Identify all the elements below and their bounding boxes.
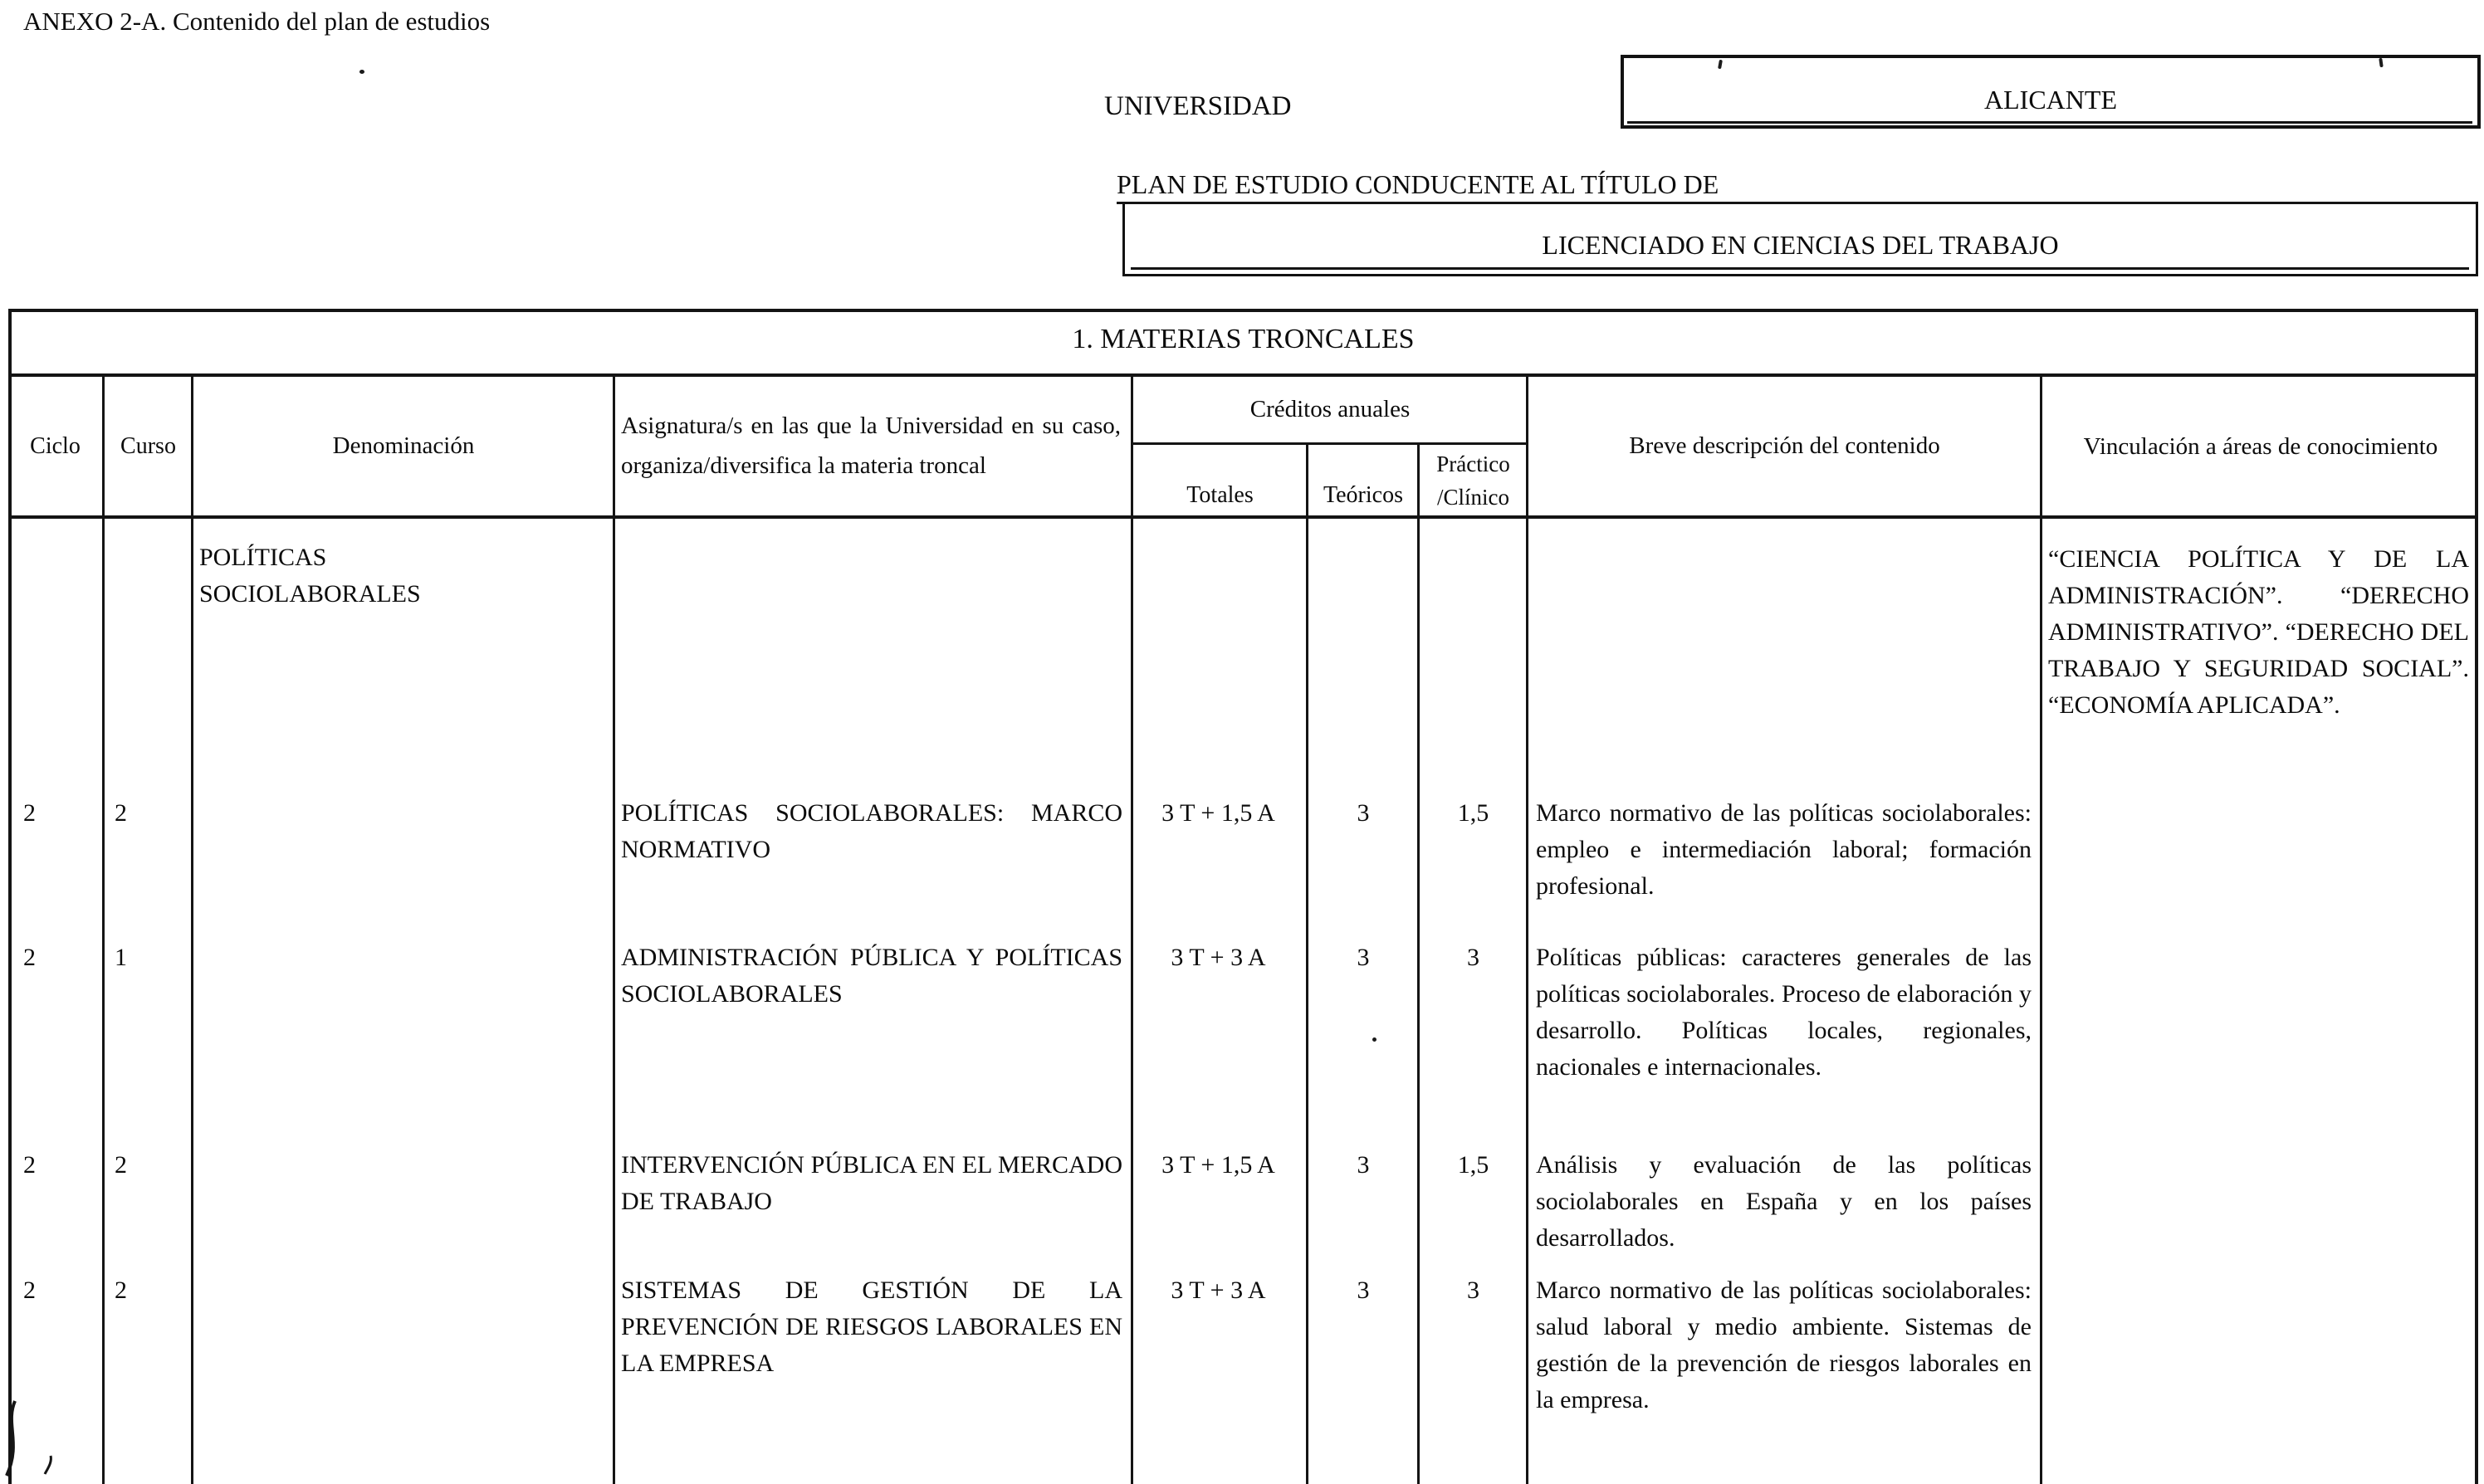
- materia-vinculacion: “CIENCIA POLÍTICA Y DE LA ADMINISTRACIÓN”. “DERECHO ADMINISTRATIVO”. “DERECHO DEL TRABAJO Y SEGURIDAD SOCIAL”. “ECONOMÍA APLICADA”.: [2048, 545, 2469, 719]
- table-column-line: [102, 373, 105, 1484]
- credits-subheader-divider: [1131, 442, 1526, 445]
- row-ciclo: 2: [23, 1277, 36, 1304]
- table-column-line: [1306, 442, 1308, 1484]
- header-ciclo: Ciclo: [30, 432, 81, 459]
- row-creditos-practico: 1,5: [1457, 1151, 1489, 1179]
- row-descripcion: Marco normativo de las políticas sociolaborales: salud laboral y medio ambiente. Sistemas de gestión de la prevención de riesgos laborales en la empresa.: [1536, 1277, 2032, 1413]
- row-creditos-practico: 1,5: [1457, 799, 1489, 827]
- row-ciclo: 2: [23, 1151, 36, 1179]
- row-curso: 2: [115, 799, 127, 827]
- annex-title: ANEXO 2-A. Contenido del plan de estudios: [23, 7, 491, 36]
- degree-value-box: [1122, 204, 2478, 276]
- materia-denominacion: POLÍTICAS SOCIOLABORALES: [199, 544, 421, 608]
- header-totales: Totales: [1186, 482, 1254, 508]
- university-value: ALICANTE: [1984, 85, 2117, 115]
- row-asignatura: SISTEMAS DE GESTIÓN DE LA PREVENCIÓN DE RIESGOS LABORALES EN LA EMPRESA: [621, 1277, 1122, 1377]
- row-creditos-totales: 3 T + 3 A: [1171, 1277, 1266, 1304]
- row-curso: 2: [115, 1151, 127, 1179]
- header-teoricos: Teóricos: [1323, 482, 1403, 508]
- header-denominacion: Denominación: [332, 432, 475, 459]
- table-column-line: [2040, 373, 2042, 1484]
- row-asignatura: POLÍTICAS SOCIOLABORALES: MARCO NORMATIVO: [621, 799, 1122, 863]
- table-column-line: [1131, 373, 1133, 1484]
- university-underline: [1627, 121, 2472, 124]
- row-ciclo: 2: [23, 944, 36, 971]
- table-column-line: [1417, 442, 1420, 1484]
- row-curso: 2: [115, 1277, 127, 1304]
- row-creditos-totales: 3 T + 1,5 A: [1161, 1151, 1275, 1179]
- table-border-top: [8, 309, 2478, 312]
- degree-value: LICENCIADO EN CIENCIAS DEL TRABAJO: [1542, 230, 2059, 260]
- table-header-divider: [8, 515, 2478, 519]
- university-label: UNIVERSIDAD: [1104, 91, 1292, 121]
- header-vinculacion: Vinculación a áreas de conocimiento: [2083, 432, 2438, 460]
- row-creditos-totales: 3 T + 1,5 A: [1161, 799, 1275, 827]
- row-descripcion: Análisis y evaluación de las políticas sociolaborales en España y en los países desarrollados.: [1536, 1151, 2032, 1252]
- row-creditos-teoricos: 3: [1357, 1277, 1370, 1304]
- header-practico-line2: /Clínico: [1437, 485, 1509, 510]
- row-ciclo: 2: [23, 799, 36, 827]
- header-curso: Curso: [120, 432, 176, 459]
- row-curso: 1: [115, 944, 127, 971]
- scan-artifact-dot: [1372, 1037, 1376, 1042]
- header-asignatura: Asignatura/s en las que la Universidad en su caso, organiza/diversifica la materia troncal: [621, 412, 1121, 479]
- scan-artifact-dot: [359, 70, 364, 74]
- table-column-line: [191, 373, 193, 1484]
- row-creditos-teoricos: 3: [1357, 799, 1370, 827]
- scan-artifact-squiggle: [2, 1399, 23, 1479]
- university-value-box: [1621, 55, 2481, 129]
- header-practico-line1: Práctico: [1436, 452, 1510, 476]
- plan-title-label: PLAN DE ESTUDIO CONDUCENTE AL TÍTULO DE: [1117, 169, 1719, 199]
- row-asignatura: INTERVENCIÓN PÚBLICA EN EL MERCADO DE TRABAJO: [621, 1151, 1122, 1215]
- degree-underline: [1131, 267, 2469, 270]
- row-descripcion: Políticas públicas: caracteres generales de las políticas sociolaborales. Proceso de elaboración y desarrollo. Políticas locales, regionales, nacionales e internacionales.: [1536, 944, 2032, 1081]
- row-creditos-teoricos: 3: [1357, 944, 1370, 971]
- row-asignatura: ADMINISTRACIÓN PÚBLICA Y POLÍTICAS SOCIOLABORALES: [621, 944, 1122, 1008]
- row-creditos-practico: 3: [1467, 1277, 1479, 1304]
- scan-artifact-comma: [43, 1454, 55, 1476]
- section-title: 1. MATERIAS TRONCALES: [1072, 324, 1415, 354]
- header-descripcion: Breve descripción del contenido: [1629, 432, 1940, 459]
- table-column-line: [613, 373, 615, 1484]
- row-creditos-practico: 3: [1467, 944, 1479, 971]
- table-column-line: [1526, 373, 1528, 1484]
- header-creditos-anuales: Créditos anuales: [1249, 396, 1411, 422]
- row-creditos-totales: 3 T + 3 A: [1171, 944, 1266, 971]
- header-practico-clinico: [1420, 446, 1526, 515]
- row-descripcion: Marco normativo de las políticas sociolaborales: empleo e intermediación laboral; formación profesional.: [1536, 799, 2032, 900]
- row-creditos-teoricos: 3: [1357, 1151, 1370, 1179]
